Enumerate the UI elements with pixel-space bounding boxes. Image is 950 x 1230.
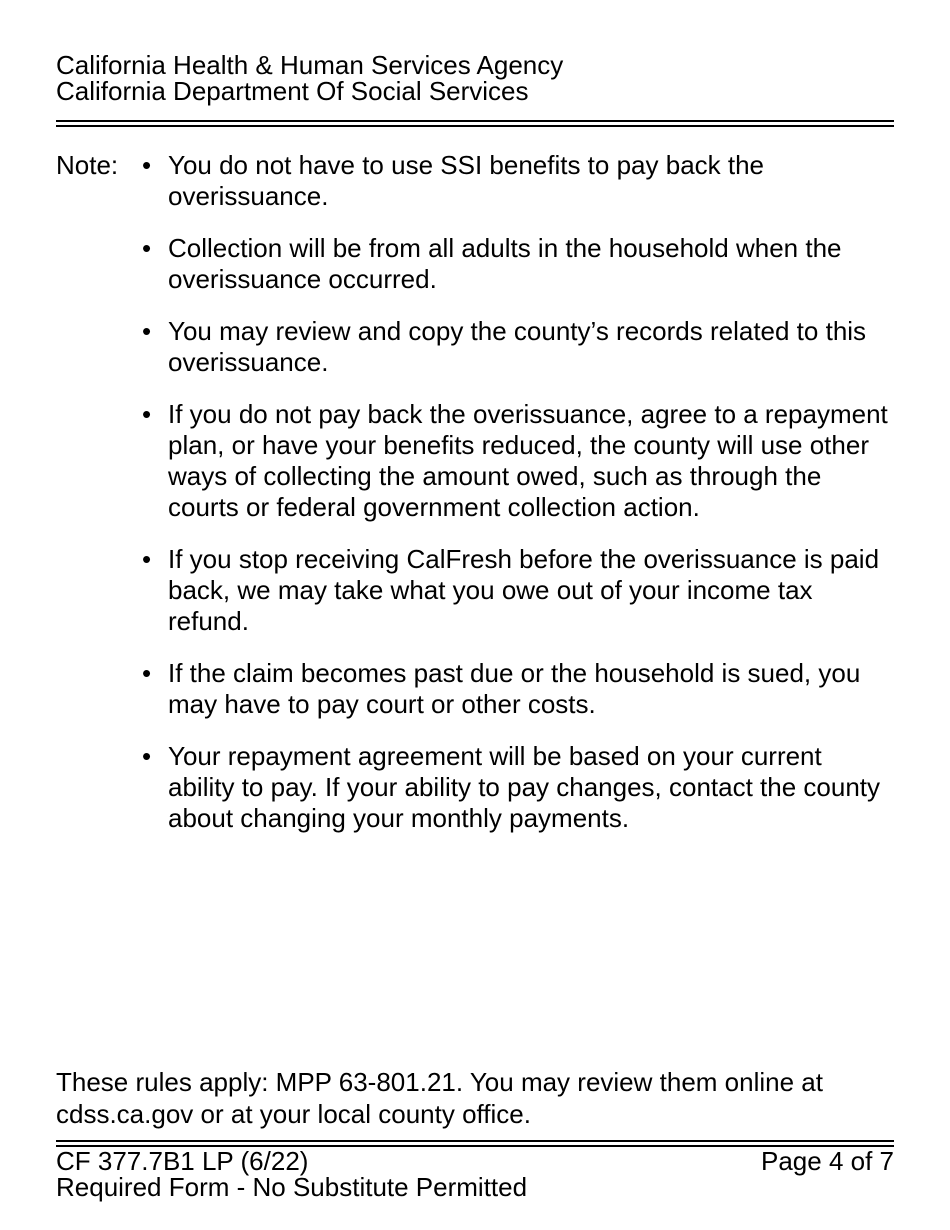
note-item xyxy=(142,741,894,834)
note-item-text: You may review and copy the county’s records related to this overissuance. xyxy=(168,316,867,377)
note-item-text: If the claim becomes past due or the household is sued, you may have to pay court or other costs. xyxy=(168,658,861,719)
footer-row xyxy=(56,1148,894,1174)
note-item-text: Collection will be from all adults in the household when the overissuance occurred. xyxy=(168,233,842,294)
bullet-icon: • xyxy=(142,150,152,180)
note-item xyxy=(142,544,894,637)
note-list xyxy=(142,150,894,855)
bullet-icon: • xyxy=(142,316,152,346)
department-name: California Department Of Social Services xyxy=(56,76,529,106)
agency-header xyxy=(56,52,894,104)
bullet-icon: • xyxy=(142,741,152,771)
bullet-icon: • xyxy=(142,544,152,574)
form-page xyxy=(56,52,894,1212)
required-form-notice: Required Form - No Substitute Permitted xyxy=(56,1172,528,1202)
note-item-text: If you stop receiving CalFresh before the overissuance is paid back, we may take what you owe out of your income tax refund. xyxy=(168,544,880,636)
note-item xyxy=(142,399,894,523)
form-id: CF 377.7B1 LP (6/22) xyxy=(56,1146,309,1176)
note-item xyxy=(142,658,894,720)
note-item-text: Your repayment agreement will be based on your current ability to pay. If your ability to pay changes, contact the county about changing your monthly payments. xyxy=(168,741,881,833)
note-item-text: If you do not pay back the overissuance, agree to a repayment plan, or have your benefits reduced, the county will use other ways of collecting the amount owed, such as through the courts or federal government collection action. xyxy=(168,399,888,522)
bullet-icon: • xyxy=(142,658,152,688)
note-item xyxy=(142,233,894,295)
header-divider xyxy=(56,120,894,127)
note-item xyxy=(142,150,894,212)
form-footer xyxy=(56,1148,894,1200)
agency-name: California Health & Human Services Agency xyxy=(56,50,564,80)
note-item xyxy=(142,316,894,378)
note-label: Note: xyxy=(56,150,119,180)
rules-reference: These rules apply: MPP 63-801.21. You may review them online at cdss.ca.gov or at your local county office. xyxy=(56,1067,823,1129)
page-number: Page 4 of 7 xyxy=(761,1146,894,1176)
note-item-text: You do not have to use SSI benefits to pay back the overissuance. xyxy=(168,150,765,211)
bullet-icon: • xyxy=(142,233,152,263)
bullet-icon: • xyxy=(142,399,152,429)
